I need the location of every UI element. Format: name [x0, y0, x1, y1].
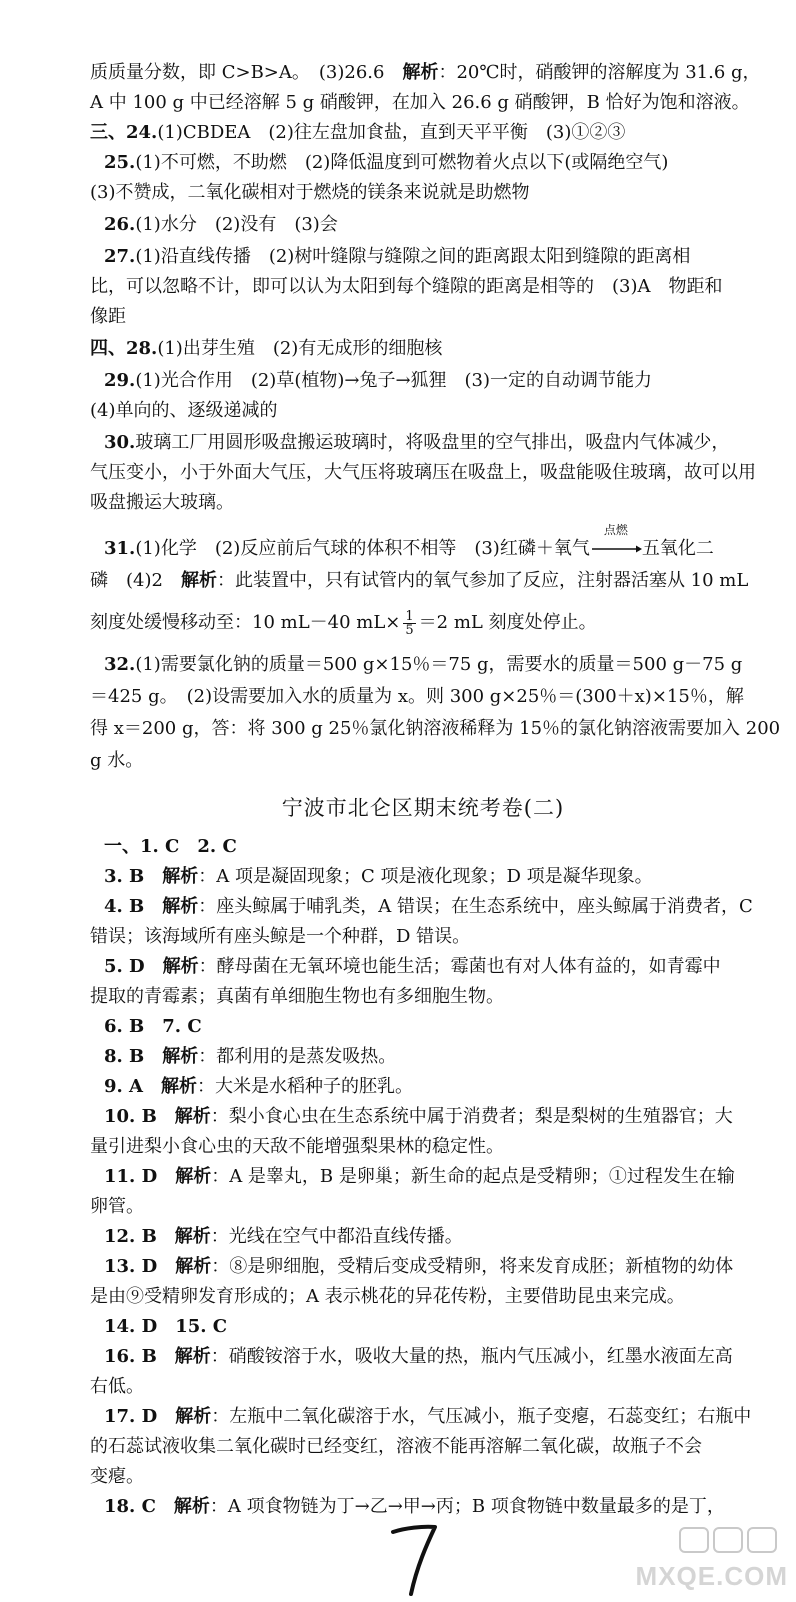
answer-6-7: 6. B 7. C — [104, 1016, 202, 1037]
text-line: (3)不赞成，二氧化碳相对于燃烧的镁条来说就是助燃物 — [90, 182, 530, 203]
text-line: 吸盘搬运大玻璃。 — [90, 492, 234, 513]
text-line: 是由⑨受精卵发育形成的；A 表示桃花的异花传粉，主要借助昆虫来完成。 — [90, 1286, 685, 1307]
text-line: 像距 — [90, 306, 126, 327]
section-title: 宁波市北仑区期末统考卷(二) — [281, 796, 565, 820]
watermark-logo — [635, 1526, 790, 1596]
answer-4: 4. B 解析：座头鲸属于哺乳类，A 错误；在生态系统中，座头鲸属于消费者，C — [104, 896, 753, 917]
text-line: 量引进梨小食心虫的天敌不能增强梨果林的稳定性。 — [90, 1136, 504, 1157]
text-line: 质质量分数，即 C>B>A。 (3)26.6 解析：20℃时，硝酸钾的溶解度为 31.6 g， — [90, 62, 761, 83]
answer-17: 17. D 解析：左瓶中二氧化碳溶于水，气压减小，瓶子变瘪，石蕊变红；右瓶中 — [104, 1406, 752, 1427]
answer-26: 26.(1)水分 (2)没有 (3)会 — [104, 214, 338, 235]
text-line: 的石蕊试液收集二氧化碳时已经变红，溶液不能再溶解二氧化碳，故瓶子不会 — [90, 1436, 702, 1457]
answer-18: 18. C 解析：A 项食物链为丁→乙→甲→丙；B 项食物链中数量最多的是丁， — [104, 1496, 725, 1517]
text-line: 错误；该海域所有座头鲸是一个种群，D 错误。 — [90, 926, 471, 947]
text-line: ＝425 g。 (2)设需要加入水的质量为 x。则 300 g×25％＝(300＋x)×15％，解 — [90, 686, 744, 707]
page-number-glyph — [385, 1518, 445, 1598]
text-line: 右低。 — [90, 1376, 144, 1397]
answer-14-15: 14. D 15. C — [104, 1316, 228, 1337]
text-line: 磷 (4)2 解析：此装置中，只有试管内的氧气参加了反应，注射器活塞从 10 mL — [90, 570, 749, 591]
answer-3: 3. B 解析：A 项是凝固现象；C 项是液化现象；D 项是凝华现象。 — [104, 866, 653, 887]
text-line: 刻度处缓慢移动至：10 mL－40 mL× $\frac{1}{5}$ ＝2 mL 刻度处停止。 — [90, 608, 597, 638]
text-line: g 水。 — [90, 750, 144, 771]
reaction-arrow — [590, 523, 642, 560]
answer-27: 27.(1)沿直线传播 (2)树叶缝隙与缝隙之间的距离跟太阳到缝隙的距离相 — [104, 246, 691, 267]
watermark-text: MXQE.COM — [635, 1561, 788, 1591]
answer-5: 5. D 解析：酵母菌在无氧环境也能生活；霉菌也有对人体有益的，如青霉中 — [104, 956, 721, 977]
text-line: 比，可以忽略不计，即可以认为太阳到每个缝隙的距离是相等的 (3)A 物距和 — [90, 276, 723, 297]
answer-11: 11. D 解析：A 是睾丸，B 是卵巢；新生命的起点是受精卵；①过程发生在输 — [104, 1166, 735, 1187]
page-number — [385, 1518, 445, 1598]
text-line: 变瘪。 — [90, 1466, 144, 1487]
answer-10: 10. B 解析：梨小食心虫在生态系统中属于消费者；梨是梨树的生殖器官；大 — [104, 1106, 733, 1127]
answer-32: 32.(1)需要氯化钠的质量＝500 g×15％＝75 g，需要水的质量＝500 g－75 g — [104, 654, 743, 675]
text-line: 气压变小，小于外面大气压，大气压将玻璃压在吸盘上，吸盘能吸住玻璃，故可以用 — [90, 462, 756, 483]
answer-29: 29.(1)光合作用 (2)草(植物)→兔子→狐狸 (3)一定的自动调节能力 — [104, 370, 653, 391]
text-line: 提取的青霉素；真菌有单细胞生物也有多细胞生物。 — [90, 986, 504, 1007]
answer-30: 30.玻璃工厂用圆形吸盘搬运玻璃时，将吸盘里的空气排出，吸盘内气体减少， — [104, 432, 730, 453]
answer-9: 9. A 解析：大米是水稻种子的胚乳。 — [104, 1076, 414, 1097]
fraction: $\frac{1}{5}$ — [405, 608, 414, 638]
text-line: 卵管。 — [90, 1196, 144, 1217]
answer-13: 13. D 解析：⑧是卵细胞，受精后变成受精卵，将来发育成胚；新植物的幼体 — [104, 1256, 734, 1277]
answer-25: 25.(1)不可燃，不助燃 (2)降低温度到可燃物着火点以下(或隔绝空气) — [104, 152, 669, 173]
answer-8: 8. B 解析：都利用的是蒸发吸热。 — [104, 1046, 397, 1067]
text-line: (4)单向的、逐级递减的 — [90, 400, 278, 421]
answer-16: 16. B 解析：硝酸铵溶于水，吸收大量的热，瓶内气压减小，红墨水液面左高 — [104, 1346, 733, 1367]
text-line: 得 x＝200 g，答：将 300 g 25％氯化钠溶液稀释为 15％的氯化钠溶液需要加入 200 — [90, 718, 781, 739]
text-line: A 中 100 g 中已经溶解 5 g 硝酸钾，在加入 26.6 g 硝酸钾，B 恰好为饱和溶液。 — [90, 92, 750, 113]
answer-28: 四、28.(1)出芽生殖 (2)有无成形的细胞核 — [90, 338, 443, 359]
answer-31: 31.(1)化学 (2)反应前后气球的体积不相等 (3)红磷＋氧气 点燃 五氧化二 — [104, 523, 714, 559]
answer-12: 12. B 解析：光线在空气中都沿直线传播。 — [104, 1226, 463, 1247]
answer-24: 三、24.(1)CBDEA (2)往左盘加食盐，直到天平平衡 (3)①②③ — [90, 122, 626, 143]
answer-1-2: 一、1. C 2. C — [104, 836, 237, 857]
reaction-condition: 点燃 — [603, 523, 628, 537]
